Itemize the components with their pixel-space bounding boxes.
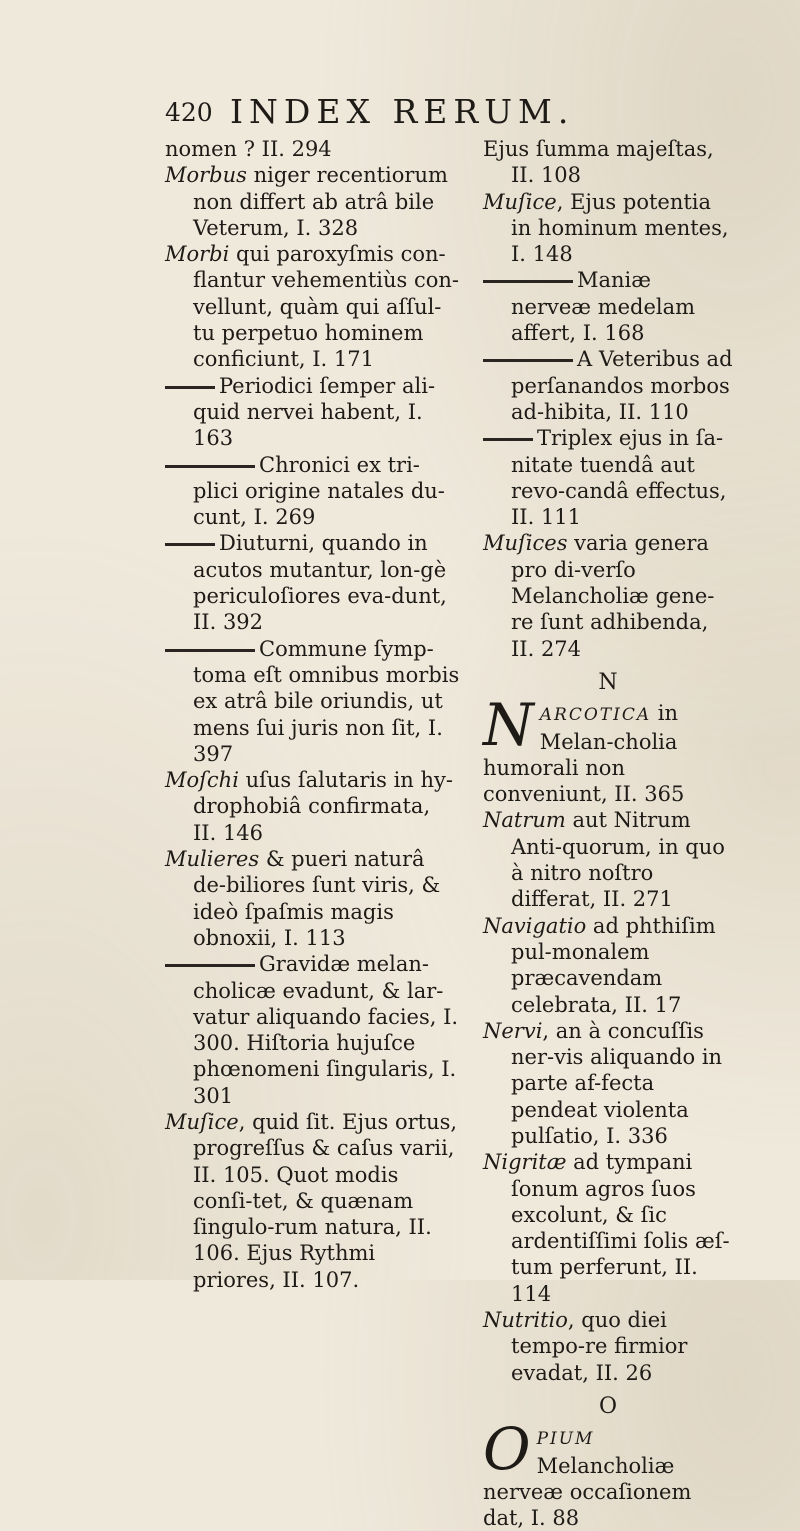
index-entry xyxy=(483,807,733,912)
index-entry xyxy=(165,1109,460,1293)
entry-keyword: PIUM xyxy=(536,1429,595,1450)
entry-text: varia genera pro di-verſo Melancholiæ gene-re ſunt adhibenda, II. 274 xyxy=(511,531,715,661)
entry-text: Gravidæ melan-cholicæ evadunt, & lar-vatur aliquando facies, I. 300. Hiſtoria hujuſce phœnomeni ſingularis, I. 301 xyxy=(193,952,459,1108)
entry-text: Melancholiæ nerveæ occaſionem dat, I. 88 xyxy=(483,1453,692,1531)
entry-text: aut Nitrum Anti-quorum, in quo à nitro noſtro differat, II. 271 xyxy=(511,808,725,912)
ditto-rule xyxy=(483,359,573,362)
index-entry xyxy=(483,136,733,189)
entry-keyword: Nigritæ xyxy=(483,1150,567,1175)
drop-cap: N xyxy=(483,691,534,760)
ditto-rule xyxy=(165,386,215,389)
entry-text: A Veteribus ad perſanandos morbos ad-hibita, II. 110 xyxy=(511,347,733,424)
index-entry xyxy=(483,425,733,530)
index-entry xyxy=(483,1018,733,1149)
index-entry xyxy=(165,636,460,767)
right-column xyxy=(483,136,733,1531)
entry-text: Chronici ex tri-plici origine natales du-cunt, I. 269 xyxy=(193,452,445,530)
ditto-rule xyxy=(165,649,255,652)
index-entry xyxy=(483,691,733,807)
entry-text: , quo diei tempo-re firmior evadat, II. 26 xyxy=(511,1308,688,1385)
section-letter: N xyxy=(598,669,618,695)
entry-keyword: Natrum xyxy=(483,808,566,833)
entry-text: Commune ſymp-toma eſt omnibus morbis ex atrâ bile oriundis, ut mens ſui juris non ſit, I. 397 xyxy=(193,636,460,766)
entry-text: qui paroxyſmis con-flantur vehementiùs con-vellunt, quàm qui aſſul-tu perpetuo hominem conficiunt, I. 171 xyxy=(193,242,459,372)
index-entry xyxy=(165,162,460,241)
entry-keyword: Morbus xyxy=(165,163,247,188)
entry-text: , Ejus potentia in hominum mentes, I. 148 xyxy=(511,189,729,267)
entry-keyword: Muſices xyxy=(483,531,568,556)
entry-text: , quid ſit. Ejus ortus, progreſſus & caſus varii, II. 105. Quot modis conſi-tet, & quænam ſingulo-rum natura, II. 106. Ejus Rythmi priores, II. 107. xyxy=(193,1109,458,1292)
entry-text: Ejus ſumma majeſtas, II. 108 xyxy=(483,137,714,188)
index-entry xyxy=(165,951,460,1109)
index-entry xyxy=(165,136,460,162)
entry-keyword: ARCOTICA xyxy=(539,705,652,726)
ditto-rule xyxy=(483,438,533,441)
entry-keyword: Mulieres xyxy=(165,847,260,872)
entry-text: Periodici ſemper ali-quid nervei habent, I. 163 xyxy=(193,373,436,451)
index-entry xyxy=(483,913,733,1018)
index-entry xyxy=(165,530,460,635)
entry-keyword: Nervi xyxy=(483,1018,543,1043)
ditto-rule xyxy=(165,964,255,967)
entry-keyword: Morbi xyxy=(165,242,230,267)
entry-text: nomen ? II. 294 xyxy=(165,137,332,161)
drop-cap: O xyxy=(483,1415,531,1484)
index-entry xyxy=(483,1149,733,1307)
index-entry xyxy=(483,530,733,661)
ditto-rule xyxy=(165,465,255,468)
ditto-rule xyxy=(165,543,215,546)
left-column xyxy=(165,136,460,1293)
entry-text: ad tympani ſonum agros ſuos excolunt, & ſic ardentiſſimi ſolis æſ-tum perferunt, II. 114 xyxy=(511,1150,730,1306)
entry-keyword: Muſice xyxy=(483,189,557,214)
entry-text: Diuturni, quando in acutos mutantur, lon-gè periculoſiores eva-dunt, II. 392 xyxy=(193,531,447,635)
index-entry xyxy=(483,1415,733,1531)
running-title: INDEX RERUM. xyxy=(230,92,575,131)
index-entry xyxy=(483,346,733,425)
entry-keyword: Navigatio xyxy=(483,913,587,938)
page-number: 420 xyxy=(165,98,213,127)
ditto-rule xyxy=(483,280,573,283)
section-letter: O xyxy=(598,1393,618,1419)
index-entry xyxy=(165,846,460,951)
entry-text: in Melan-cholia humorali non conveniunt, II. 365 xyxy=(483,701,685,807)
entry-text: Triplex ejus in ſa-nitate tuendâ aut revo-candâ effectus, II. 111 xyxy=(511,426,727,530)
index-entry xyxy=(483,267,733,346)
entry-text: uſus ſalutaris in hy-drophobiâ confirmata, II. 146 xyxy=(193,768,453,845)
entry-keyword: Nutritio xyxy=(483,1308,568,1333)
index-entry xyxy=(165,373,460,452)
entry-text: Maniæ nerveæ medelam affert, I. 168 xyxy=(511,268,696,346)
index-entry xyxy=(165,767,460,846)
index-entry xyxy=(165,452,460,531)
index-entry xyxy=(483,189,733,268)
entry-text: niger recentiorum non differt ab atrâ bile Veterum, I. 328 xyxy=(193,163,448,240)
index-entry xyxy=(165,241,460,372)
page-header xyxy=(165,86,725,136)
entry-keyword: Muſice xyxy=(165,1109,239,1134)
entry-text: ad phthiſim pul-monalem præcavendam celebrata, II. 17 xyxy=(511,913,716,1017)
entry-keyword: Moſchi xyxy=(165,768,239,793)
entry-text: & pueri naturâ de-biliores ſunt viris, & ideò ſpaſmis magis obnoxii, I. 113 xyxy=(193,847,441,950)
index-entry xyxy=(483,1307,733,1386)
entry-text: , an à concuſſis ner-vis aliquando in parte af-fecta pendeat violenta pulſatio, I. 336 xyxy=(511,1018,723,1148)
